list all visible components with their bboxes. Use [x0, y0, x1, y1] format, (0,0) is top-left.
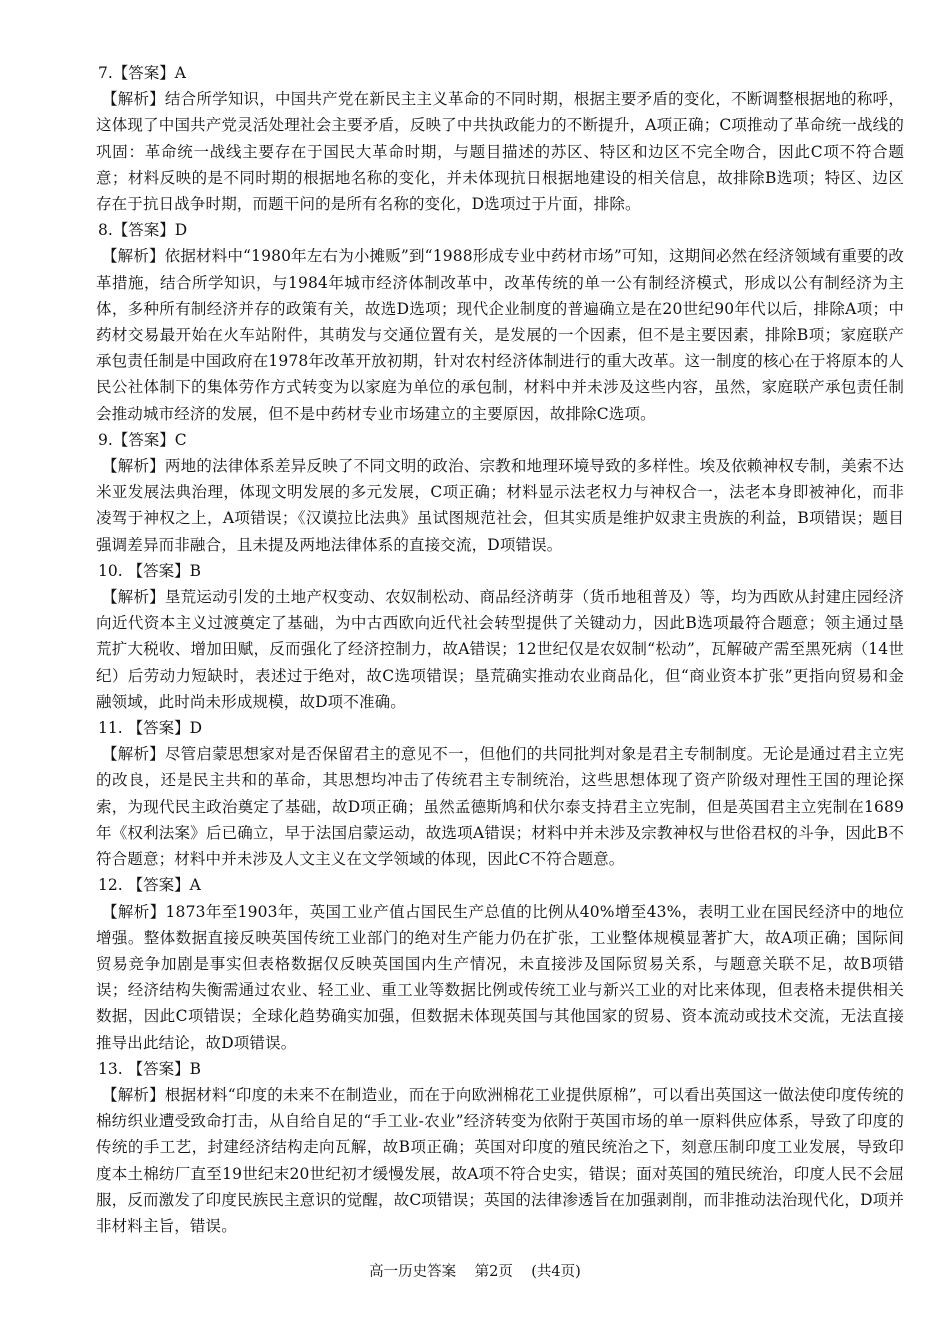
answer-analysis: 【解析】根据材料“印度的未来不在制造业，而在于向欧洲棉花工业提供原棉”，可以看出英国这一做法使印度传统的棉纺织业遭受致命打击，从自给自足的“手工业-农业”经济转变为依附于英国市场的单一原料供应体系，导致了印度的传统的手工艺，封建经济结构走向瓦解，故B项正确；英国对印度的殖民统治之下，刻意压制印度工业发展，导致印度本土棉纺厂直至19世纪末20世纪初才缓慢发展，故A项不符合史实，错误；面对英国的殖民统治，印度人民不会屈服，反而激发了印度民族民主意识的觉醒，故C项错误；英国的法律渗透旨在加强剥削，而非推动法治现代化，D项并非材料主旨，错误。 [96, 1085, 904, 1235]
answer-item-12 [96, 872, 904, 1055]
answer-item-10 [96, 558, 904, 715]
answer-heading: 13. 【答案】B [98, 1059, 201, 1078]
answer-item-13 [96, 1056, 904, 1239]
answer-item-11 [96, 715, 904, 872]
answer-item-8 [96, 217, 904, 427]
answer-item-9 [96, 427, 904, 558]
answer-document [96, 60, 904, 1239]
answer-heading: 8.【答案】D [98, 221, 188, 240]
answer-heading: 9.【答案】C [98, 430, 187, 449]
answer-analysis: 【解析】两地的法律体系差异反映了不同文明的政治、宗教和地理环境导致的多样性。埃及依赖神权专制，美索不达米亚发展法典治理，体现文明发展的多元发展，C项正确；材料显示法老权力与神权合一，法老本身即被神化，而非凌驾于神权之上，A项错误；《汉谟拉比法典》虽试图规范社会，但其实质是维护奴隶主贵族的利益，B项错误；题目强调差异而非融合，且未提及两地法律体系的直接交流，D项错误。 [96, 457, 904, 554]
answer-analysis: 【解析】1873年至1903年，英国工业产值占国民生产总值的比例从40%增至43%，表明工业在国民经济中的地位增强。整体数据直接反映英国传统工业部门的绝对生产能力仍在扩张，工业整体规模显著扩大，故A项正确；国际间贸易竞争加剧是事实但表格数据仅反映英国国内生产情况，未直接涉及国际贸易关系，与题意关联不足，故B项错误；经济结构失衡需通过农业、轻工业、重工业等数据比例或传统工业与新兴工业的对比来体现，但表格未提供相关数据，因此C项错误；全球化趋势确实加强，但数据未体现英国与其他国家的贸易、资本流动或技术交流，无法直接推导出此结论，故D项错误。 [96, 902, 904, 1052]
answer-analysis: 【解析】尽管启蒙思想家对是否保留君主的意见不一，但他们的共同批判对象是君主专制制度。无论是通过君主立宪的改良，还是民主共和的革命，其思想均冲击了传统君主专制统治，这些思想体现了资产阶级对理性王国的理论探索，为现代民主政治奠定了基础，故D项正确；虽然孟德斯鸠和伏尔泰支持君主立宪制，但是英国君主立宪制在1689年《权利法案》后已确立，早于法国启蒙运动，故选项A错误；材料中并未涉及宗教神权与世俗君权的斗争，因此B不符合题意；材料中并未涉及人文主义在文学领域的体现，因此C不符合题意。 [96, 745, 904, 869]
answer-heading: 7.【答案】A [98, 64, 186, 82]
answer-heading: 11. 【答案】D [98, 719, 203, 738]
answer-analysis: 【解析】依据材料中“1980年左右为小摊贩”到“1988形成专业中药材市场”可知，这期间必然在经济领域有重要的改革措施，结合所学知识，与1984年城市经济体制改革中，改革传统的单一公有制经济模式，形成以公有制经济为主体，多种所有制经济并存的政策有关，故选D选项；现代企业制度的普遍确立是在20世纪90年代以后，排除A项；中药材交易最开始在火车站附件，其萌发与交通位置有关，是发展的一个因素，但不是主要因素，排除B项；家庭联产承包责任制是中国政府在1978年改革开放初期，针对农村经济体制进行的重大改革。这一制度的核心在于将原本的人民公社体制下的集体劳作方式转变为以家庭为单位的承包制，材料中并未涉及这些内容，虽然，家庭联产承包责任制会推动城市经济的发展，但不是中药材专业市场建立的主要原因，故排除C选项。 [96, 247, 904, 423]
answer-analysis: 【解析】结合所学知识，中国共产党在新民主主义革命的不同时期，根据主要矛盾的变化，不断调整根据地的称呼，这体现了中国共产党灵活处理社会主要矛盾，反映了中共执政能力的不断提升，A项正确；C项推动了革命统一战线的巩固：革命统一战线主要存在于国民大革命时期，与题目描述的苏区、特区和边区不完全吻合，因此C项不符合题意；材料反映的是不同时期的根据地名称的变化，并未体现抗日根据地建设的相关信息，故排除B选项；特区、边区存在于抗日战争时期，而题干问的是所有名称的变化，D选项过于片面，排除。 [96, 90, 904, 214]
answer-item-7 [96, 60, 904, 217]
page-footer: 高一历史答案 第2页 (共4页) [369, 1264, 581, 1280]
answer-heading: 12. 【答案】A [98, 876, 201, 895]
answer-heading: 10. 【答案】B [98, 561, 201, 580]
answer-analysis: 【解析】垦荒运动引发的土地产权变动、农奴制松动、商品经济萌芽（货币地租普及）等，均为西欧从封建庄园经济向近代资本主义过渡奠定了基础，为中古西欧向近代社会转型提供了关键动力，因此B选项最符合题意；领主通过垦荒扩大税收、增加田赋，反而强化了经济控制力，故A错误；12世纪仅是农奴制“松动”，瓦解破产需至黑死病（14世纪）后劳动力短缺时，表述过于绝对，故C选项错误；垦荒确实推动农业商品化，但“商业资本扩张”更指向贸易和金融领域，此时尚未形成规模，故D项不准确。 [96, 588, 904, 711]
